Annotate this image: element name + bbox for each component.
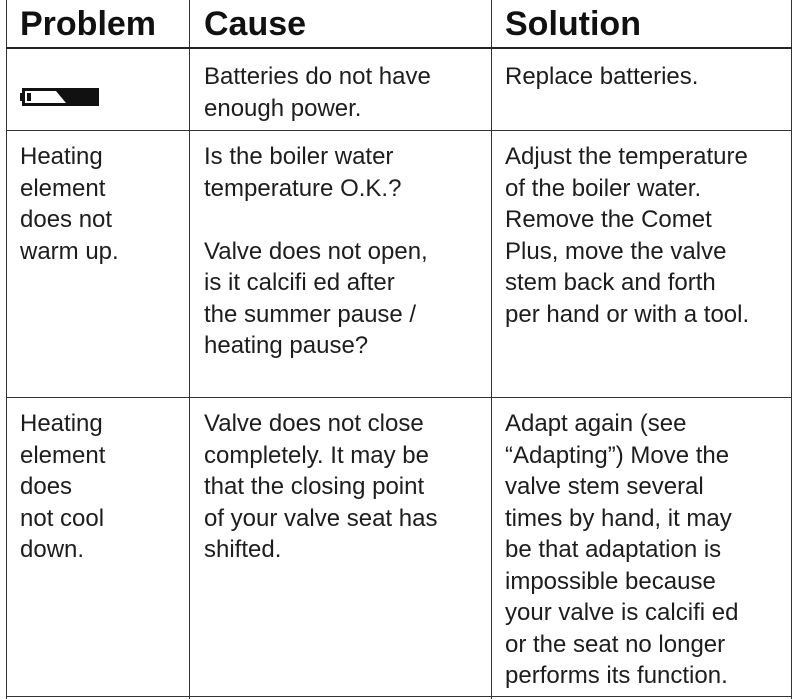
column-divider-1 <box>189 0 190 699</box>
table-border-right <box>791 0 792 699</box>
troubleshooting-table <box>6 0 792 699</box>
row1-solution: Replace batteries. <box>505 63 699 90</box>
row1-cause: Batteries do not have enough power. <box>204 63 431 122</box>
row2-cause: Is the boiler water temperature O.K.? Valve does not open, is it calcifi ed after the summer pause / heating pause? <box>204 143 428 359</box>
row3-solution: Adapt again (see “Adapting”) Move the valve stem several times by hand, it may be that adaptation is impossible because your valve is calcifi ed or the seat no longer performs its function. <box>505 410 739 689</box>
table-border-left <box>6 0 7 699</box>
row2-solution: Adjust the temperature of the boiler water. Remove the Comet Plus, move the valve stem back and forth per hand or with a tool. <box>505 143 750 328</box>
row2-problem: Heating element does not warm up. <box>20 143 119 265</box>
row3-problem: Heating element does not cool down. <box>20 410 106 563</box>
row-divider-2 <box>6 397 792 398</box>
row-divider-3 <box>6 696 792 697</box>
header-problem: Problem <box>20 5 157 43</box>
low-battery-icon <box>20 87 100 107</box>
row3-cause: Valve does not close completely. It may be that the closing point of your valve seat has shifted. <box>204 410 438 563</box>
row-divider-1 <box>6 130 792 131</box>
header-solution: Solution <box>505 5 641 43</box>
header-cause: Cause <box>204 5 307 43</box>
header-divider <box>6 47 792 49</box>
column-divider-2 <box>491 0 492 699</box>
